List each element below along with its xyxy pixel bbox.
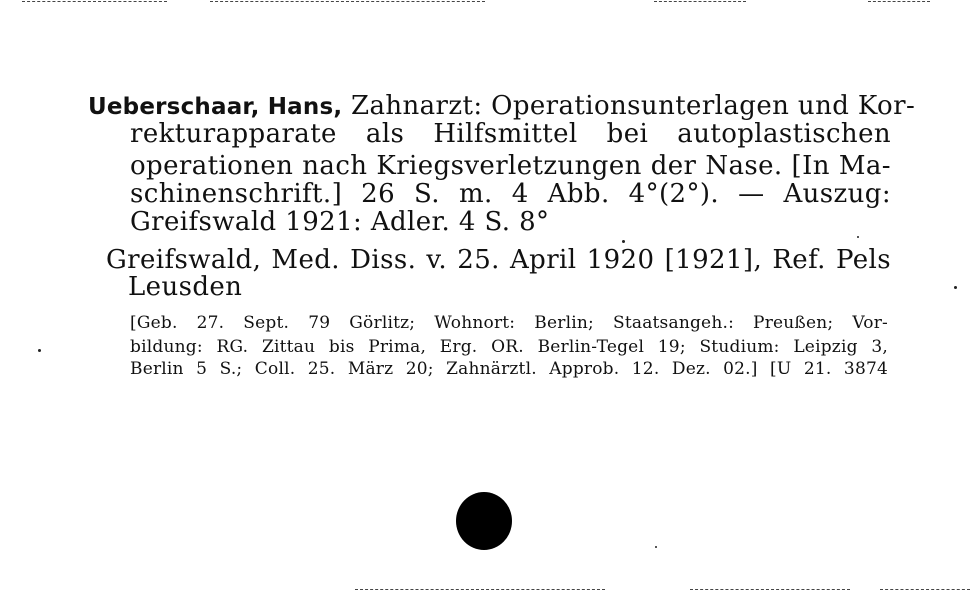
scan-edge-rule: [690, 589, 850, 590]
entry-first-line: [88, 91, 916, 121]
title-line: schinenschrift.] 26 S. m. 4 Abb. 4°(2°). — Auszug:: [130, 180, 891, 208]
scan-edge-rule: [654, 1, 746, 2]
dissertation-line: Leusden: [128, 272, 243, 302]
title-line: operationen nach Kriegsverletzungen der Nase. [In Ma-: [130, 152, 891, 180]
scan-speck: [622, 240, 625, 243]
title-line: rekturapparate als Hilfsmittel bei autoplastischen: [130, 120, 891, 148]
scan-edge-rule: [22, 1, 167, 2]
scan-edge-rule: [880, 589, 970, 590]
title-line: Greifswald 1921: Adler. 4 S. 8°: [130, 207, 550, 237]
scan-speck: [857, 236, 859, 238]
dissertation-line: Greifswald, Med. Diss. v. 25. April 1920 [1921], Ref. Pels: [106, 246, 891, 274]
scan-speck: [38, 349, 41, 352]
scan-speck: [954, 286, 957, 289]
vita-line: Berlin 5 S.; Coll. 25. März 20; Zahnärztl. Approb. 12. Dez. 02.] [U 21. 3874: [130, 359, 888, 379]
scan-edge-rule: [868, 1, 930, 2]
vita-line: [Geb. 27. Sept. 79 Görlitz; Wohnort: Berlin; Staatsangeh.: Preußen; Vor-: [130, 313, 888, 333]
title-line: Zahnarzt: Operationsunterlagen und Kor-: [350, 91, 916, 121]
vita-line: bildung: RG. Zittau bis Prima, Erg. OR. Berlin-Tegel 19; Studium: Leipzig 3,: [130, 337, 888, 357]
punch-hole: [456, 492, 512, 550]
scan-edge-rule: [210, 1, 485, 2]
scan-speck: [655, 546, 657, 548]
author-name: Ueberschaar, Hans,: [88, 94, 343, 120]
scan-edge-rule: [355, 589, 605, 590]
